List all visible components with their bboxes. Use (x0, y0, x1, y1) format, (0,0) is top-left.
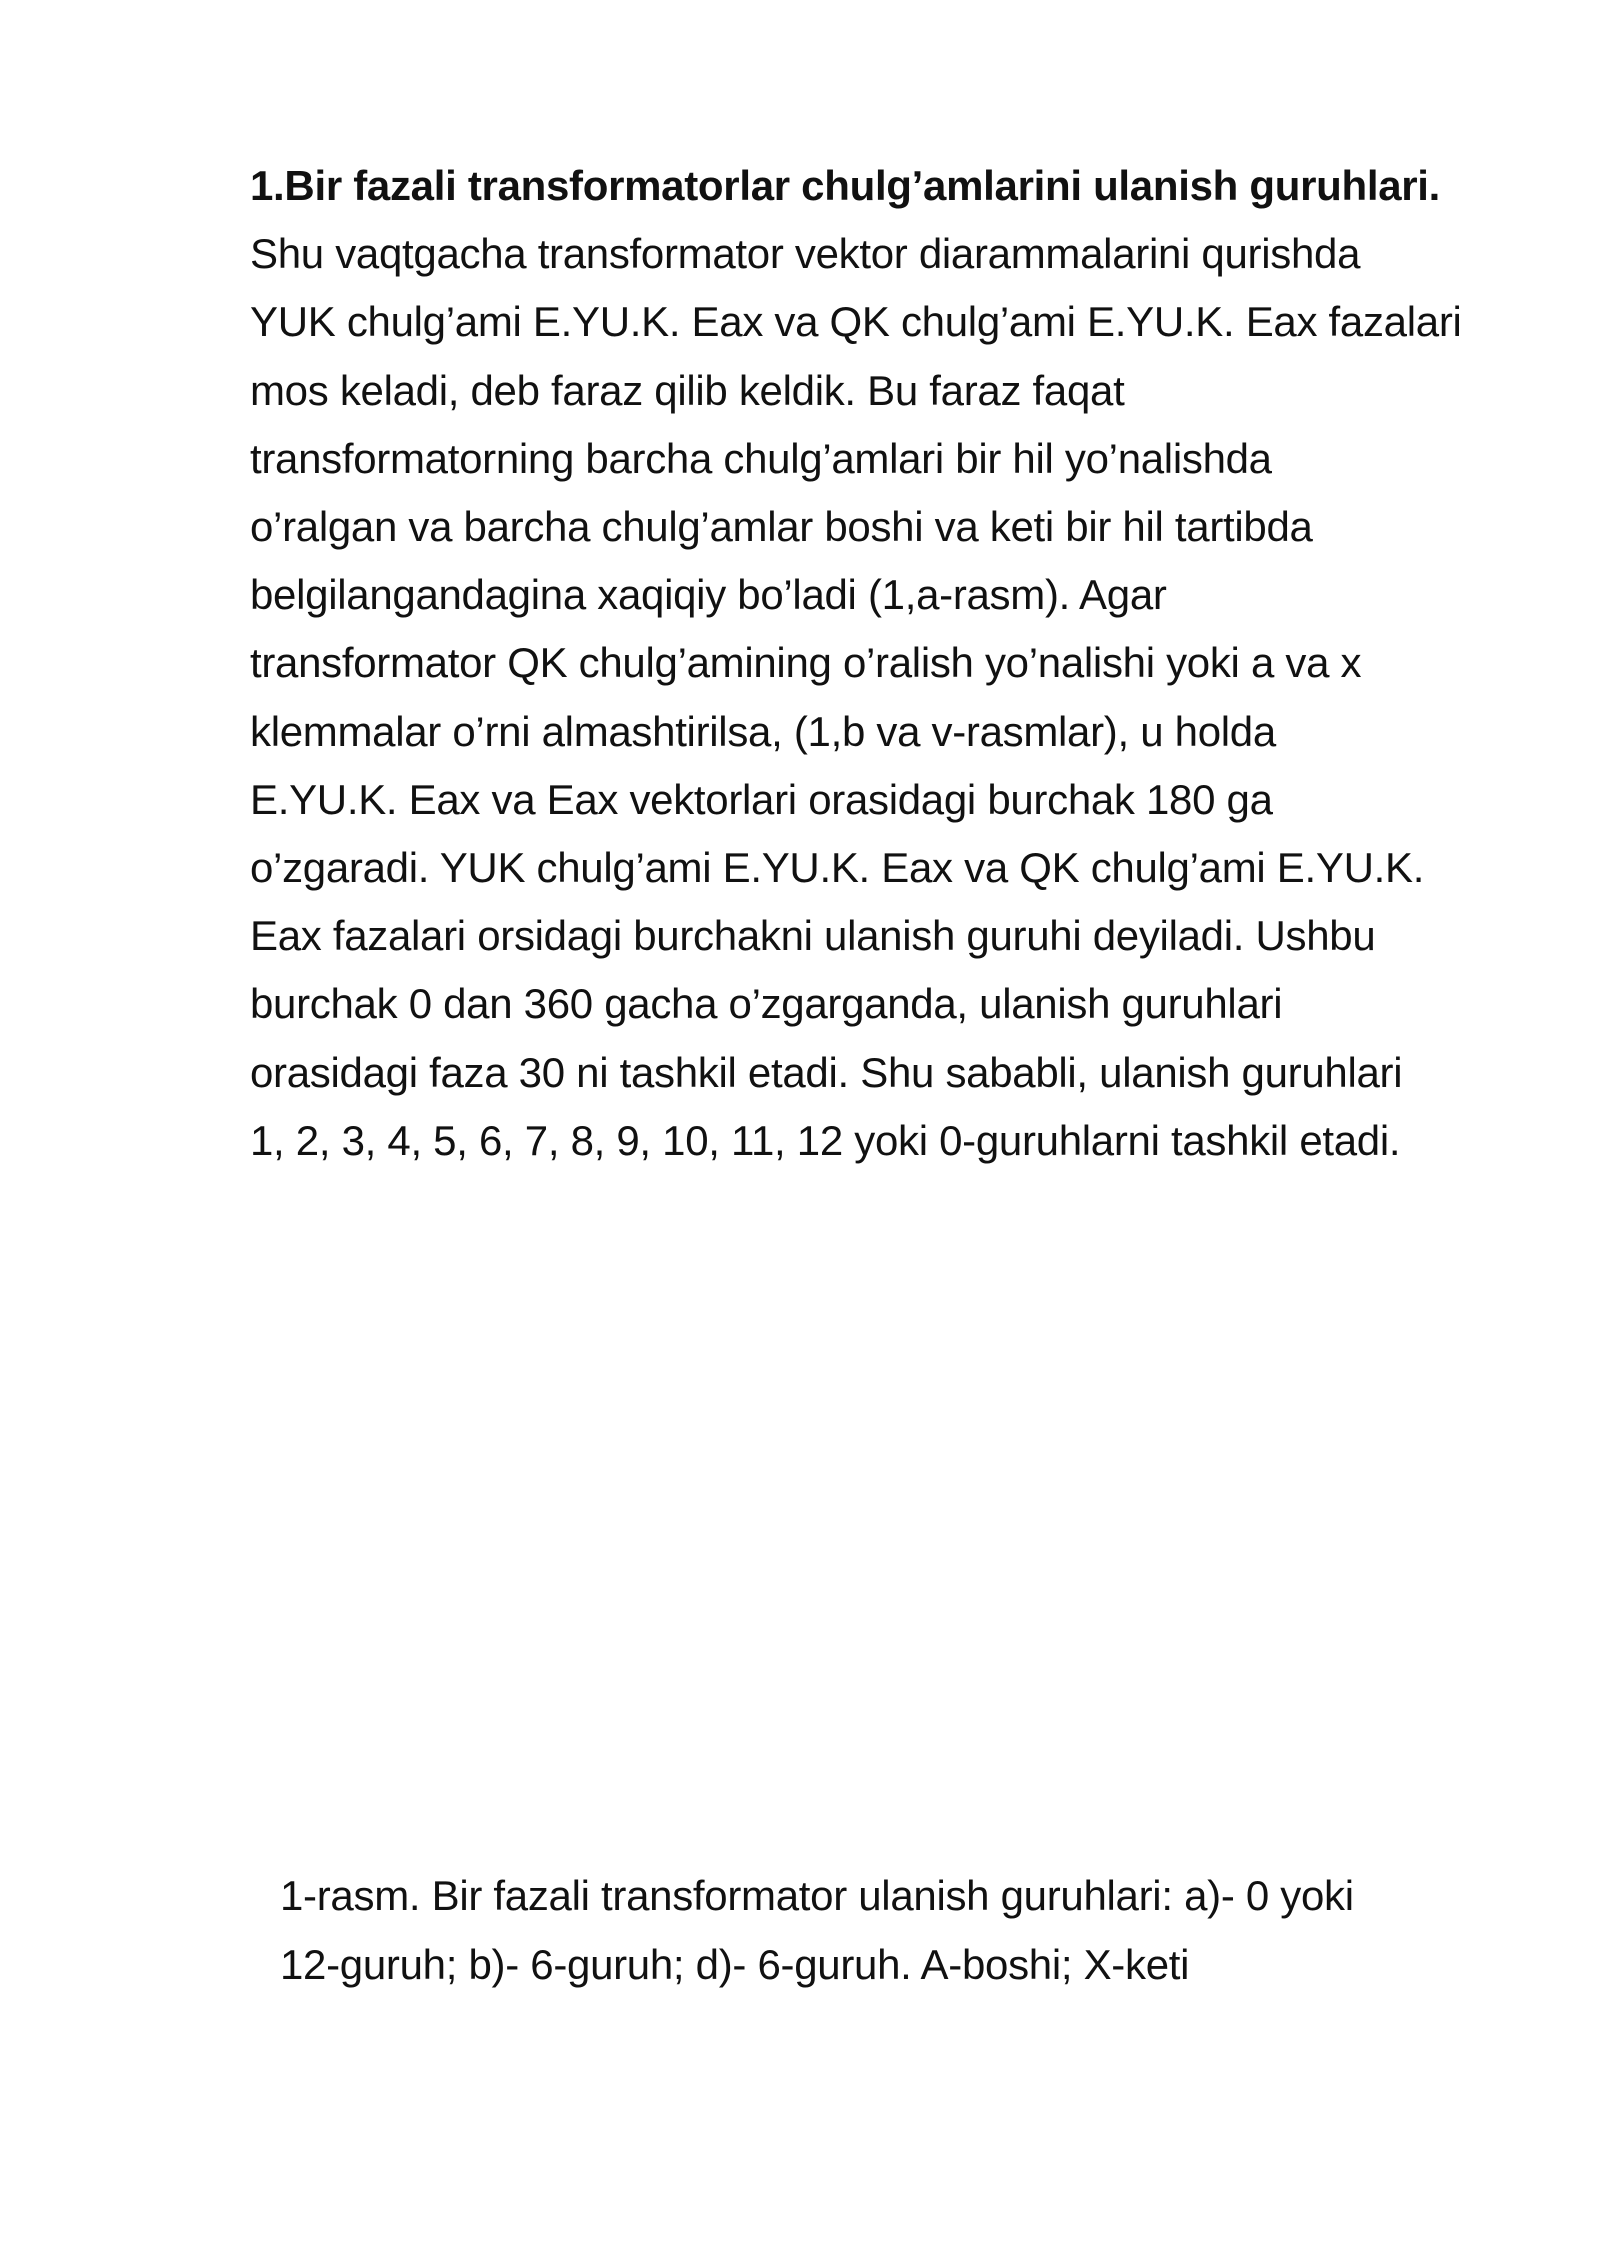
caption-line: 1-rasm. Bir fazali transformator ulanish guruhlari: a)- 0 yoki (280, 1872, 1354, 1919)
paragraph-line: Shu vaqtgacha transformator vektor diarammalarini qurishda (250, 230, 1361, 278)
paragraph-line: klemmalar o’rni almashtirilsa, (1,b va v-rasmlar), u holda (250, 707, 1276, 755)
paragraph-line: transformatorning barcha chulg’amlari bir hil yo’nalishda (250, 434, 1272, 482)
paragraph-line: o’ralgan va barcha chulg’amlar boshi va keti bir hil tartibda (250, 503, 1313, 551)
figure-caption (280, 1862, 1480, 1999)
paragraph-line: E.YU.K. Eax va Eax vektorlari orasidagi burchak 180 ga (250, 775, 1273, 823)
section-heading: 1.Bir fazali transformatorlar chulg’amlarini ulanish guruhlari. (250, 162, 1441, 209)
paragraph-line: belgilangandagina xaqiqiy bo’ladi (1,a-rasm). Agar (250, 571, 1167, 619)
paragraph-line: Eax fazalari orsidagi burchakni ulanish guruhi deyiladi. Ushbu (250, 912, 1376, 960)
paragraph-line: orasidagi faza 30 ni tashkil etadi. Shu sababli, ulanish guruhlari (250, 1048, 1403, 1096)
paragraph-line: 1, 2, 3, 4, 5, 6, 7, 8, 9, 10, 11, 12 yoki 0-guruhlarni tashkil etadi. (250, 1116, 1401, 1164)
paragraph-line: burchak 0 dan 360 gacha o’zgarganda, ulanish guruhlari (250, 980, 1283, 1028)
caption-line: 12-guruh; b)- 6-guruh; d)- 6-guruh. A-boshi; X-keti (280, 1940, 1190, 1988)
paragraph-line: mos keladi, deb faraz qilib keldik. Bu faraz faqat (250, 366, 1125, 414)
document-body (250, 152, 1490, 1175)
paragraph-line: transformator QK chulg’amining o’ralish yo’nalishi yoki a va x (250, 639, 1362, 687)
paragraph-line: o’zgaradi. YUK chulg’ami E.YU.K. Eax va QK chulg’ami E.YU.K. (250, 844, 1425, 892)
paragraph-line: YUK chulg’ami E.YU.K. Eax va QK chulg’ami E.YU.K. Eax fazalari (250, 298, 1462, 346)
